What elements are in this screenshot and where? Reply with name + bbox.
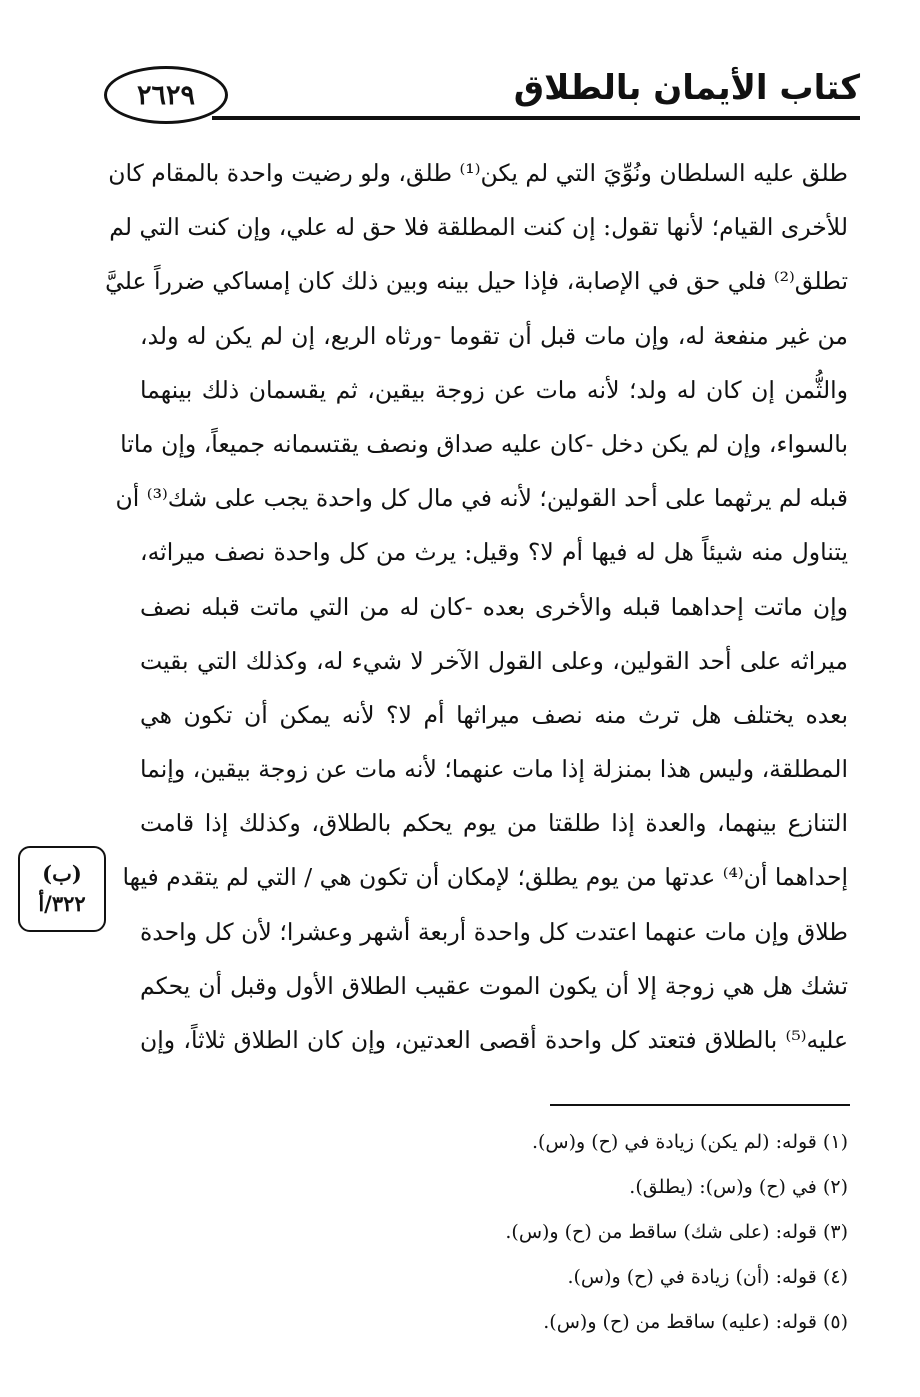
footnotes	[148, 1120, 848, 1345]
footnote: (١) قوله: (لم يكن) زيادة في (ح) و(س).	[531, 1131, 848, 1153]
folio-note-line: (ب)	[42, 861, 82, 886]
text-line: طلق عليه السلطان ونُوِّيَ التي لم يكن⁽¹⁾ طلق، ولو رضيت واحدة بالمقام كان	[108, 159, 848, 187]
text-line: طلاق وإن مات عنهما اعتدت كل واحدة أربعة أشهر وعشرا؛ لأن كل واحدة	[140, 917, 848, 946]
text-line: ميراثه على أحد القولين، وعلى القول الآخر لا شيء له، وكذلك التي بقيت	[140, 646, 848, 675]
text-line: وإن ماتت إحداهما قبله والأخرى بعده -كان له من التي ماتت قبله نصف	[140, 592, 848, 621]
text-line: للأخرى القيام؛ لأنها تقول: إن كنت المطلقة فلا حق له علي، وإن كنت التي لم	[109, 213, 848, 242]
page-number: ٢٦٢٩	[137, 79, 196, 111]
page-header	[100, 60, 860, 122]
text-line: يتناول منه شيئاً هل له فيها أم لا؟ وقيل: يرث من كل واحدة نصف ميراثه،	[140, 538, 848, 567]
text-line: من غير منفعة له، وإن مات قبل أن تقوما -ورثاه الربع، إن لم يكن له ولد،	[140, 321, 848, 350]
footnote: (٢) في (ح) و(س): (يطلق).	[629, 1176, 848, 1198]
manuscript-folio-note	[18, 846, 106, 932]
text-line: قبله لم يرثهما على أحد القولين؛ لأنه في مال كل واحدة يجب على شك⁽³⁾ أن	[115, 484, 848, 513]
folio-note-line: ٣٢٢/أ	[38, 891, 86, 916]
book-title: كتاب الأيمان بالطلاق	[513, 68, 860, 108]
footnote: (٤) قوله: (أن) زيادة في (ح) و(س).	[567, 1266, 848, 1288]
text-line: تشك هل هي زوجة إلا أن يكون الموت عقيب الطلاق الأول وقبل أن يحكم	[140, 971, 848, 1000]
text-line: المطلقة، وليس هذا بمنزلة إذا مات عنهما؛ لأنه مات عن زوجة بيقين، وإنما	[140, 755, 848, 784]
footnote-separator	[550, 1104, 850, 1106]
footnote: (٣) قوله: (على شك) ساقط من (ح) و(س).	[505, 1221, 848, 1243]
page-number-badge	[104, 66, 228, 124]
text-line: التنازع بينهما، والعدة إذا طلقتا من يوم يحكم بالطلاق، وكذلك إذا قامت	[140, 809, 848, 838]
footnote: (٥) قوله: (عليه) ساقط من (ح) و(س).	[543, 1311, 848, 1333]
text-line: إحداهما أن⁽⁴⁾ عدتها من يوم يطلق؛ لإمكان أن تكون هي / التي لم يتقدم فيها	[122, 863, 848, 892]
text-line: والثُّمن إن كان له ولد؛ لأنه مات عن زوجة بيقين، ثم يقسمان ذلك بينهما	[140, 375, 848, 404]
text-line: تطلق⁽²⁾ فلي حق في الإصابة، فإذا حيل بينه وبين ذلك كان إمساكي ضرراً عليَّ	[105, 267, 848, 296]
header-rule	[212, 116, 860, 120]
main-text	[105, 146, 848, 1067]
text-line: بعده يختلف هل ترث منه نصف ميراثها أم لا؟ لأنه يمكن أن تكون هي	[140, 700, 848, 729]
text-line: عليه⁽⁵⁾ بالطلاق فتعتد كل واحدة أقصى العدتين، وإن كان الطلاق ثلاثاً، وإن	[140, 1026, 848, 1054]
text-line: بالسواء، وإن لم يكن دخل -كان عليه صداق ونصف يقتسمانه جميعاً، وإن ماتا	[120, 429, 848, 458]
